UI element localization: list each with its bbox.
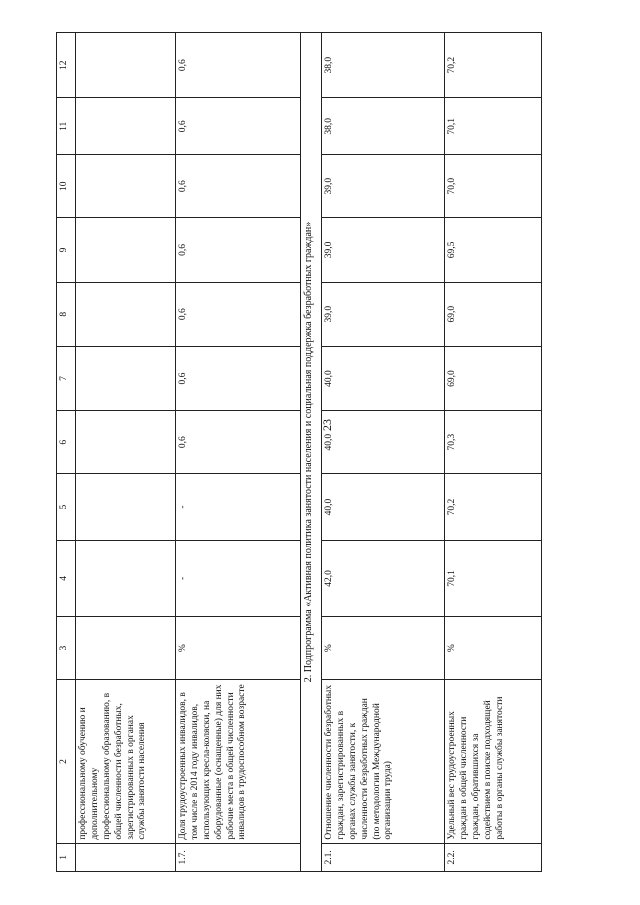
indicator-name: Отношение численности безработных граждан, зарегистрированных в органах службы занятости, к численности безработных граждан (по методологии Международной организации труда) [322, 680, 445, 843]
unit-cell: % [322, 617, 445, 680]
value-cell: 0,6 [176, 33, 301, 98]
row-id: 1.7. [176, 843, 301, 871]
value-cell: 70,2 [445, 474, 542, 540]
value-cell [76, 474, 176, 540]
column-number: 4 [57, 540, 76, 616]
value-cell: 39,0 [322, 155, 445, 218]
value-cell [76, 218, 176, 282]
row-id [76, 843, 176, 871]
unit-cell: % [176, 617, 301, 680]
value-cell: - [176, 474, 301, 540]
value-cell: 70,1 [445, 98, 542, 155]
row-id: 2.1. [322, 843, 445, 871]
value-cell: 70,2 [445, 33, 542, 98]
value-cell: 0,6 [176, 98, 301, 155]
unit-cell [76, 617, 176, 680]
value-cell: 40,0 [322, 346, 445, 410]
indicator-name: профессиональному обучению и дополнительному профессиональному образованию, в общей численности безработных, зарегистрированных в органах службы занятости населения [76, 680, 176, 843]
page-number: 23 [320, 419, 334, 431]
value-cell: 40,0 [322, 474, 445, 540]
value-cell [76, 540, 176, 616]
value-cell: 0,6 [176, 218, 301, 282]
value-cell: 0,6 [176, 282, 301, 346]
value-cell: - [176, 540, 301, 616]
value-cell: 69,0 [445, 282, 542, 346]
column-number: 10 [57, 155, 76, 218]
value-cell [76, 155, 176, 218]
row-id: 2.2. [445, 843, 542, 871]
column-number: 12 [57, 33, 76, 98]
value-cell: 69,0 [445, 346, 542, 410]
unit-cell: % [445, 617, 542, 680]
value-cell: 70,0 [445, 155, 542, 218]
value-cell: 38,0 [322, 98, 445, 155]
section-row [301, 33, 322, 872]
value-cell: 0,6 [176, 346, 301, 410]
column-number: 7 [57, 346, 76, 410]
indicators-table [56, 32, 542, 872]
value-cell [76, 282, 176, 346]
rotated-table-wrapper [56, 32, 596, 872]
value-cell: 70,1 [445, 540, 542, 616]
column-number: 2 [57, 680, 76, 843]
column-number: 5 [57, 474, 76, 540]
value-cell [76, 346, 176, 410]
value-cell: 70,3 [445, 411, 542, 474]
value-cell [76, 33, 176, 98]
table-row [322, 33, 445, 872]
column-number: 9 [57, 218, 76, 282]
value-cell [76, 411, 176, 474]
value-cell: 39,0 [322, 282, 445, 346]
table-row [176, 33, 301, 872]
value-cell: 69,5 [445, 218, 542, 282]
table-row [76, 33, 176, 872]
value-cell [76, 98, 176, 155]
column-number: 6 [57, 411, 76, 474]
column-number: 1 [57, 843, 76, 871]
value-cell: 39,0 [322, 218, 445, 282]
value-cell: 38,0 [322, 33, 445, 98]
table-row [445, 33, 542, 872]
indicator-name: Удельный вес трудоустроенных граждан в общей численности граждан, обратившихся за содействием в поиске подходящей работы в органы службы занятости [445, 680, 542, 843]
value-cell: 40,0 [322, 411, 445, 474]
column-number-row [57, 33, 76, 872]
value-cell: 42,0 [322, 540, 445, 616]
section-title: 2. Подпрограмма «Активная политика занятости населения и социальная поддержка безработных граждан» [301, 33, 322, 872]
value-cell: 0,6 [176, 411, 301, 474]
column-number: 8 [57, 282, 76, 346]
column-number: 3 [57, 617, 76, 680]
column-number: 11 [57, 98, 76, 155]
value-cell: 0,6 [176, 155, 301, 218]
indicator-name: Доля трудоустроенных инвалидов, в том числе в 2014 году инвалидов, использующих кресла-коляски, на оборудованные (оснащенные) для них рабочие места в общей численности инвалидов в трудоспособном возрасте [176, 680, 301, 843]
